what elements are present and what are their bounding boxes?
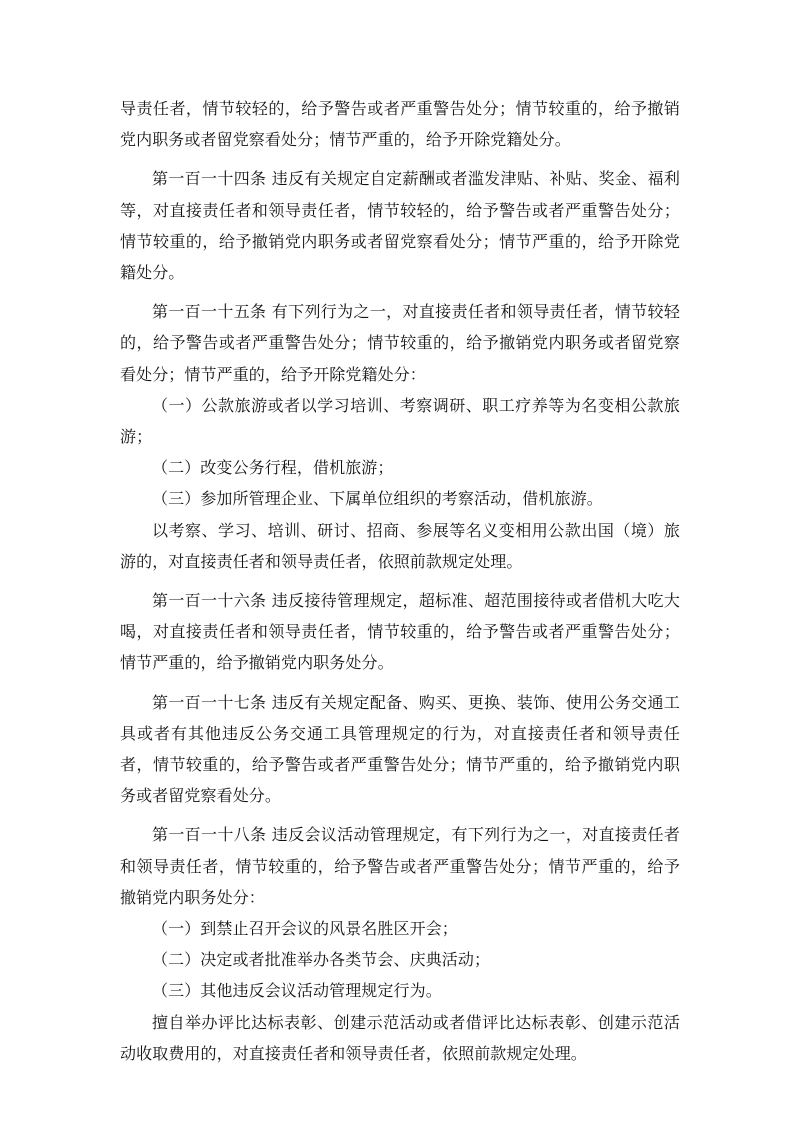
article-118-item-1: （一）到禁止召开会议的风景名胜区开会； [152,919,458,939]
article-116: 第一百一十六条 违反接待管理规定，超标准、超范围接待或者借机大吃大喝，对直接责任者和领导责任者，情节较重的，给予警告或者严重警告处分；情节严重的，给予撤销党内职务处分。 [120,591,680,673]
article-118-clause-2: 擅自举办评比达标表彰、创建示范活动或者借评比达标表彰、创建示范活动收取费用的，对直接责任者和领导责任者，依照前款规定处理。 [120,1012,680,1063]
article-115-item-3: （三）参加所管理企业、下属单位组织的考察活动，借机旅游。 [152,489,603,509]
article-115-clause-2: 以考察、学习、培训、研讨、招商、参展等名义变相用公款出国（境）旅游的，对直接责任者和领导责任者，依照前款规定处理。 [120,520,680,571]
article-115-item-2: （二）改变公务行程，借机旅游； [152,458,394,478]
document-page [120,93,680,1069]
article-115: 第一百一十五条 有下列行为之一，对直接责任者和领导责任者，情节较轻的，给予警告或者严重警告处分；情节较重的，给予撤销党内职务或者留党察看处分；情节严重的，给予开除党籍处分： [120,302,680,384]
article-114: 第一百一十四条 违反有关规定自定薪酬或者滥发津贴、补贴、奖金、福利等，对直接责任者和领导责任者，情节较轻的，给予警告或者严重警告处分；情节较重的，给予撤销党内职务或者留党察看处分；情节严重的，给予开除党籍处分。 [120,169,680,283]
article-118-item-2: （二）决定或者批准举办各类节会、庆典活动； [152,950,491,970]
article-118-item-3: （三）其他违反会议活动管理规定行为。 [152,981,442,1001]
article-118: 第一百一十八条 违反会议活动管理规定，有下列行为之一，对直接责任者和领导责任者，情节较重的，给予警告或者严重警告处分；情节严重的，给予撤销党内职务处分： [120,825,680,907]
article-117: 第一百一十七条 违反有关规定配备、购买、更换、装饰、使用公务交通工具或者有其他违反公务交通工具管理规定的行为，对直接责任者和领导责任者，情节较重的，给予警告或者严重警告处分；情节严重的，给予撤销党内职务或者留党察看处分。 [120,692,680,806]
paragraph-continuation: 导责任者，情节较轻的，给予警告或者严重警告处分；情节较重的，给予撤销党内职务或者留党察看处分；情节严重的，给予开除党籍处分。 [120,99,680,150]
article-115-item-1: （一）公款旅游或者以学习培训、考察调研、职工疗养等为名变相公款旅游； [120,395,680,447]
